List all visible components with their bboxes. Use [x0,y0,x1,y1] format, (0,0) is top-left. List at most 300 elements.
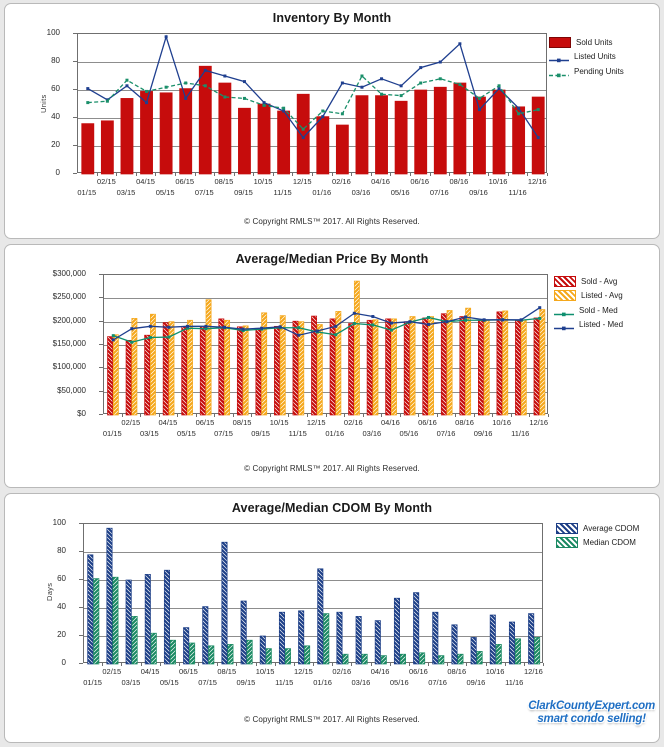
series-marker [125,84,128,87]
x-tickmark [141,663,142,666]
x-tickmark [275,663,276,666]
y-tickmark [79,607,83,608]
series-marker [390,329,393,332]
legend-item [554,290,623,302]
x-tickmark [469,173,470,176]
series-marker [498,87,501,90]
x-tickmark [195,173,196,176]
bar [373,320,378,415]
series-marker [302,136,305,139]
legend-label: Average CDOM [583,523,640,533]
series-marker [297,334,300,337]
series-marker [263,101,266,104]
y-tickmark [79,579,83,580]
series-marker [125,79,128,82]
bar [203,607,208,664]
x-tickmark [233,414,234,417]
y-axis-tick-label: 20 [57,630,66,639]
bar [241,601,246,664]
x-axis-tick-label: 04/16 [371,177,390,186]
x-axis-tick-label: 07/16 [436,429,456,438]
x-tickmark [381,414,382,417]
bar [452,625,457,664]
x-axis-tick-label: 02/15 [121,418,141,427]
series-marker [371,323,374,326]
bar [515,321,520,415]
y-axis-title: Units [39,94,48,113]
y-axis-tick-label: $50,000 [57,386,86,395]
x-axis-tick-label: 03/15 [139,429,159,438]
y-tickmark [99,367,103,368]
y-tickmark [73,173,77,174]
legend-swatch-line [554,306,574,315]
series-marker [538,306,541,309]
bar [180,89,192,174]
bar [404,322,409,415]
x-tickmark [466,663,467,666]
x-tickmark [234,173,235,176]
bar [391,319,396,415]
legend-item [554,304,623,316]
bar [362,654,367,664]
bar [484,320,489,415]
bar [460,317,465,415]
series-marker [419,82,422,85]
bar [497,312,502,415]
x-tickmark [428,663,429,666]
x-tickmark [543,663,544,666]
y-tickmark [99,321,103,322]
x-tickmark [410,173,411,176]
x-tickmark [177,414,178,417]
legend-swatch-line [554,320,574,329]
bar [349,324,354,415]
x-tickmark [292,173,293,176]
bar [434,87,446,174]
bar [199,66,211,174]
x-axis-tick-label: 05/15 [177,429,196,438]
y-tickmark [73,145,77,146]
bar [238,108,250,174]
y-axis-tick-label: 100 [52,518,66,527]
bar [126,580,131,664]
y-axis-tick-label: $200,000 [52,316,86,325]
bar [343,654,348,664]
chart-panel-inventory [4,3,660,239]
series-marker [297,326,300,329]
x-tickmark [313,663,314,666]
bar [433,612,438,664]
x-axis-tick-label: 06/16 [409,667,428,676]
bar [279,612,284,664]
bar [410,317,415,415]
x-axis-tick-label: 10/16 [492,418,512,427]
y-tickmark [99,274,103,275]
legend-label: Sold - Med [579,305,618,315]
bar [394,598,399,664]
x-tickmark [527,173,528,176]
x-axis-tick-label: 11/15 [273,188,292,197]
copyright-price: © Copyright RMLS™ 2017. All Rights Reserved. [244,464,420,473]
bar [423,318,428,415]
y-axis-tick-label: 80 [57,546,66,555]
series-marker [464,319,467,322]
axis-frame [103,274,548,414]
x-axis-tick-label: 02/16 [343,418,363,427]
y-tickmark [99,297,103,298]
x-tickmark [449,173,450,176]
legend-label: Listed - Med [579,320,624,329]
y-axis-tick-label: $300,000 [52,269,86,278]
x-tickmark [400,414,401,417]
series-marker [501,318,504,321]
x-tickmark [236,663,237,666]
x-axis-tick-label: 08/16 [449,177,469,186]
bar [150,314,155,415]
bar [458,654,463,664]
legend-item [549,65,624,77]
series-marker [112,334,115,337]
y-tickmark [73,89,77,90]
bar [503,311,508,415]
bar [354,281,359,415]
y-tickmark [73,33,77,34]
bar [521,320,526,415]
y-axis-tick-label: 80 [51,56,60,65]
series-marker [380,77,383,80]
series-marker [419,66,422,69]
y-axis-tick-label: $150,000 [52,339,86,348]
series-marker [86,87,89,90]
x-axis-tick-label: 02/15 [102,667,122,676]
series-marker [282,107,285,110]
bar [200,327,205,415]
x-tickmark [486,663,487,666]
series-marker [537,136,540,139]
x-axis-tick-label: 06/15 [195,418,215,427]
x-tickmark [508,173,509,176]
bar [466,308,471,415]
x-tickmark [175,173,176,176]
x-axis-tick-label: 10/15 [255,667,275,676]
x-axis-tick-label: 04/15 [136,177,155,186]
y-tickmark [99,414,103,415]
y-tickmark [73,61,77,62]
bar [375,96,387,174]
x-axis-tick-label: 09/16 [469,188,488,197]
x-axis-tick-label: 12/15 [292,177,312,186]
x-axis-tick-label: 05/15 [155,188,175,197]
bar [513,107,525,174]
copyright-inventory: © Copyright RMLS™ 2017. All Rights Reserved. [244,217,420,226]
x-tickmark [390,173,391,176]
bar [356,96,368,174]
bar [400,654,405,664]
series-marker [427,316,430,319]
y-tickmark [79,523,83,524]
x-tickmark [344,414,345,417]
x-tickmark [307,414,308,417]
series-marker [464,316,467,319]
series-marker [316,330,319,333]
x-axis-tick-label: 04/16 [370,667,390,676]
bar [318,569,323,664]
bar [170,640,175,664]
series-marker [520,318,523,321]
bar [126,340,131,415]
y-tickmark [79,551,83,552]
series-marker [145,90,148,93]
x-tickmark [332,173,333,176]
series-marker [321,110,324,113]
x-axis-tick-label: 12/16 [524,667,543,676]
bar [101,121,113,174]
x-tickmark [488,173,489,176]
series-marker [400,84,403,87]
legend-price [554,275,623,333]
x-axis-tick-label: 06/16 [418,418,437,427]
axis-frame [77,33,547,173]
x-axis-tick-label: 01/15 [83,678,102,687]
x-tickmark [288,414,289,417]
series-marker [263,104,266,107]
x-axis-tick-label: 01/16 [313,678,332,687]
bar [189,643,194,664]
bar [381,656,386,664]
bar [534,637,539,664]
bar [266,649,271,664]
legend-swatch-line [549,52,569,61]
x-tickmark [256,663,257,666]
legend-label: Pending Units [574,66,624,76]
y-axis-tick-label: 60 [57,574,66,583]
x-tickmark [409,663,410,666]
bar [280,316,285,415]
x-tickmark [492,414,493,417]
bar [206,300,211,415]
series-marker [427,323,430,326]
chart-series-layer [78,34,548,174]
series-marker [439,61,442,64]
bar [187,320,192,415]
legend-item [554,319,623,331]
x-axis-tick-label: 05/16 [399,429,419,438]
series-marker [334,333,337,336]
x-tickmark [332,663,333,666]
legend-swatch-solid [549,37,571,48]
series-marker [321,115,324,118]
x-tickmark [505,663,506,666]
bar [225,320,230,415]
x-axis-tick-label: 11/16 [508,188,527,197]
x-tickmark [390,663,391,666]
x-axis-tick-label: 04/16 [381,418,400,427]
series-line [88,37,538,138]
bar [528,614,533,664]
x-tickmark [363,414,364,417]
series-line [88,76,538,129]
bar [164,570,169,664]
x-tickmark [474,414,475,417]
legend-item [549,36,624,48]
x-axis-tick-label: 01/16 [312,188,332,197]
x-tickmark [371,173,372,176]
y-axis-tick-label: 60 [51,84,60,93]
bar [132,318,137,415]
bar [367,320,372,415]
bar [94,579,99,664]
x-axis-tick-label: 07/15 [194,188,214,197]
bar [237,327,242,415]
legend-item [549,51,624,63]
bar [297,94,309,174]
y-axis-tick-label: 40 [57,602,66,611]
series-marker [184,97,187,100]
legend-item [556,537,639,549]
series-marker [458,83,461,86]
axis-frame [83,523,543,663]
series-marker [165,86,168,89]
bar [336,125,348,174]
legend-swatch-hatch [554,276,576,287]
x-axis-tick-label: 03/16 [351,188,371,197]
x-axis-tick-label: 10/15 [269,418,289,427]
x-tickmark [122,414,123,417]
y-axis-tick-label: 100 [46,28,60,37]
bar [121,98,133,174]
series-marker [86,101,89,104]
x-axis-tick-label: 04/15 [158,418,178,427]
x-axis-tick-label: 10/16 [485,667,505,676]
x-tickmark [418,414,419,417]
x-axis-tick-label: 06/15 [175,177,195,186]
bar [132,616,137,664]
x-tickmark [455,414,456,417]
bar [278,111,290,174]
x-axis-tick-label: 05/16 [390,188,410,197]
x-tickmark [253,173,254,176]
x-axis-tick-label: 11/16 [505,678,524,687]
bar [509,622,514,664]
legend-label: Sold - Avg [581,276,618,286]
series-marker [282,110,285,113]
bar [324,614,329,664]
x-tickmark [511,414,512,417]
series-marker [130,327,133,330]
series-marker [360,75,363,78]
series-marker [517,107,520,110]
bar [160,93,172,174]
bar [298,611,303,664]
x-axis-tick-label: 09/16 [473,429,493,438]
bar [258,104,270,174]
bar [222,542,227,664]
series-marker [260,327,263,330]
x-tickmark [155,173,156,176]
x-axis-tick-label: 10/16 [488,177,508,186]
series-marker [149,336,152,339]
series-marker [439,77,442,80]
x-tickmark [270,414,271,417]
legend-swatch-hatch [556,523,578,534]
x-tickmark [371,663,372,666]
x-tickmark [529,414,530,417]
series-marker [341,82,344,85]
x-tickmark [430,173,431,176]
y-tickmark [79,635,83,636]
bar [415,90,427,174]
x-axis-tick-label: 06/16 [410,177,430,186]
series-marker [371,315,374,318]
series-marker [167,326,170,329]
x-tickmark [312,173,313,176]
x-tickmark [273,173,274,176]
x-axis-tick-label: 08/16 [447,667,467,676]
series-marker [517,112,520,115]
x-tickmark [251,414,252,417]
x-axis-tick-label: 06/15 [179,667,198,676]
series-marker [498,84,501,87]
bar [113,335,118,415]
x-axis-tick-label: 09/15 [234,188,253,197]
y-axis-tick-label: 0 [55,168,60,177]
series-marker [446,320,449,323]
legend-swatch-line [549,67,569,76]
series-marker [478,97,481,100]
bar [317,324,322,415]
bar [113,577,118,664]
x-tickmark [217,663,218,666]
x-axis-tick-label: 12/15 [294,667,313,676]
series-marker [149,325,152,328]
x-tickmark [294,663,295,666]
series-marker [390,322,393,325]
series-marker [204,325,207,328]
series-marker [165,35,168,38]
x-axis-tick-label: 08/16 [455,418,474,427]
x-tickmark [437,414,438,417]
x-tickmark [121,663,122,666]
y-axis-tick-label: 20 [51,140,60,149]
chart-series-layer [104,275,549,415]
y-tickmark [73,117,77,118]
bar [439,656,444,664]
bar [454,83,466,174]
bar [285,649,290,664]
legend-label: Listed Units [574,52,616,61]
series-line [113,317,539,342]
legend-label: Listed - Avg [581,291,623,300]
y-axis-tick-label: $100,000 [52,362,86,371]
y-tickmark [99,391,103,392]
x-tickmark [326,414,327,417]
legend-cdom [556,522,639,551]
x-axis-tick-label: 07/15 [198,678,217,687]
bar [145,335,150,415]
series-marker [243,80,246,83]
x-tickmark [97,173,98,176]
x-axis-tick-label: 07/16 [429,188,449,197]
y-axis-tick-label: 0 [61,658,66,667]
y-axis-tick-label: 40 [51,112,60,121]
bar [317,117,329,174]
x-tickmark [198,663,199,666]
x-tickmark [548,414,549,417]
bar [477,651,482,664]
bar [243,326,248,415]
x-tickmark [116,173,117,176]
x-tickmark [351,173,352,176]
